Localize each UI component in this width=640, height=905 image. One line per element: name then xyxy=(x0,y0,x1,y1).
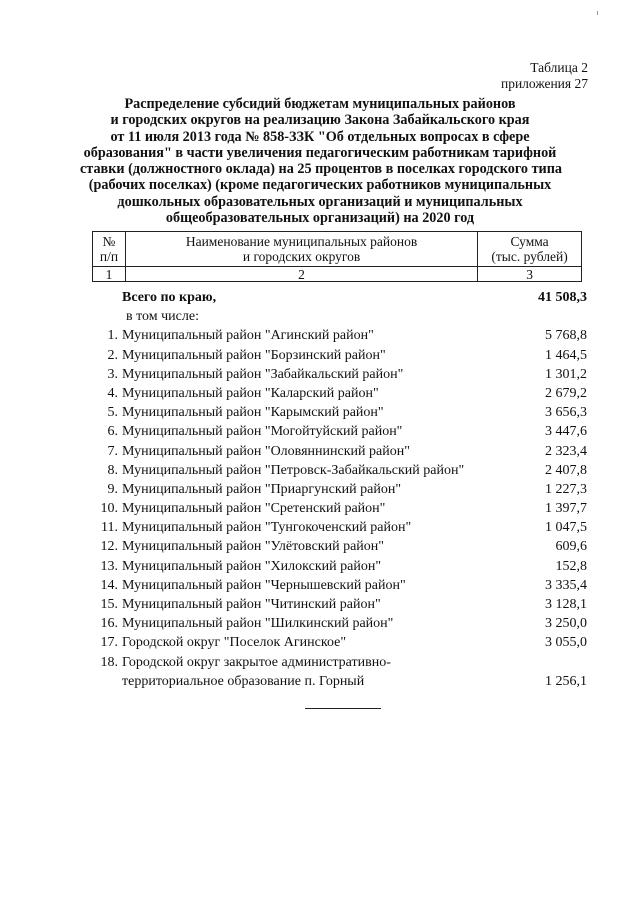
table-row xyxy=(92,595,587,614)
row-value: 3 335,4 xyxy=(545,577,587,593)
row-value: 2 323,4 xyxy=(545,443,587,459)
row-number: 8. xyxy=(107,462,118,478)
header-num-line2: п/п xyxy=(99,249,119,264)
table-row xyxy=(92,403,587,422)
column-number: 2 xyxy=(125,267,477,282)
row-number: 9. xyxy=(107,481,118,497)
row-name: Муниципальный район "Шилкинский район" xyxy=(122,616,394,632)
title-line: и городских округов на реализацию Закона Забайкальского края xyxy=(110,112,530,129)
table-row xyxy=(92,614,587,633)
row-number: 10. xyxy=(100,501,118,517)
row-number: 4. xyxy=(107,385,118,401)
table-row xyxy=(92,384,587,403)
row-name xyxy=(122,653,391,691)
row-name: Муниципальный район "Приаргунский район" xyxy=(122,481,402,497)
table-row xyxy=(92,365,587,384)
table-row xyxy=(92,557,587,576)
row-name-line2: территориальное образование п. Горный xyxy=(122,673,365,689)
row-number: 12. xyxy=(100,539,118,555)
header-sum-cell xyxy=(478,232,582,267)
closing-rule xyxy=(305,708,381,709)
row-value: 1 256,1 xyxy=(545,673,587,689)
column-number: 1 xyxy=(93,267,126,282)
scan-mark xyxy=(597,11,598,15)
row-value: 2 407,8 xyxy=(545,462,587,478)
row-name: Муниципальный район "Тунгокоченский район" xyxy=(122,520,412,536)
total-label: Всего по краю, xyxy=(122,290,217,305)
subheading-row xyxy=(92,307,587,326)
title-line: общеобразовательных организаций) на 2020 год xyxy=(165,210,475,227)
title-line: (рабочих поселках) (кроме педагогических работников муниципальных xyxy=(88,177,552,194)
table-row xyxy=(92,633,587,652)
header-sum-line1: Сумма xyxy=(510,234,549,249)
table-row xyxy=(92,326,587,345)
header-row xyxy=(93,232,582,267)
row-number: 3. xyxy=(107,366,118,382)
header-num-cell xyxy=(93,232,126,267)
row-value: 3 447,6 xyxy=(545,424,587,440)
row-name-line1: Городской округ закрытое административно- xyxy=(122,654,391,670)
document-title xyxy=(80,96,560,226)
table-row xyxy=(92,480,587,499)
table-row xyxy=(92,422,587,441)
row-name: Муниципальный район "Читинский район" xyxy=(122,597,381,612)
title-line: Распределение субсидий бюджетам муниципальных районов xyxy=(124,96,516,112)
row-number: 1. xyxy=(107,328,118,344)
row-name: Муниципальный район "Могойтуйский район" xyxy=(122,424,403,440)
total-value: 41 508,3 xyxy=(538,290,587,305)
title-line: от 11 июля 2013 года № 858-ЗЗК "Об отдельных вопросах в сфере xyxy=(110,128,530,145)
row-value: 152,8 xyxy=(555,558,587,574)
row-name: Муниципальный район "Оловяннинский район" xyxy=(122,443,410,459)
appendix-number: приложения 27 xyxy=(500,76,588,91)
table-row xyxy=(92,653,587,691)
row-number: 6. xyxy=(107,424,118,440)
row-number: 18. xyxy=(100,654,118,670)
row-value: 1 464,5 xyxy=(545,347,587,363)
table-row xyxy=(92,499,587,518)
row-value: 5 768,8 xyxy=(545,328,587,344)
row-name: Муниципальный район "Карымский район" xyxy=(122,405,384,421)
row-name: Муниципальный район "Агинский район" xyxy=(122,328,374,344)
row-value: 2 679,2 xyxy=(545,385,587,401)
column-number: 3 xyxy=(478,267,582,282)
header-name-line1: Наименование муниципальных районов xyxy=(185,234,418,249)
title-line: образования" в части увеличения педагогическим работникам тарифной xyxy=(83,144,557,161)
table-reference xyxy=(448,60,588,92)
row-number: 17. xyxy=(100,635,118,651)
table-row xyxy=(92,461,587,480)
header-name-cell xyxy=(125,232,477,267)
table-row xyxy=(92,518,587,537)
row-number: 13. xyxy=(100,558,118,574)
row-name: Муниципальный район "Забайкальский район" xyxy=(122,366,404,382)
header-num-line1: № xyxy=(102,234,116,249)
row-number: 14. xyxy=(100,577,118,593)
table-row xyxy=(92,442,587,461)
row-number: 11. xyxy=(101,520,118,536)
table-number: Таблица 2 xyxy=(530,60,588,75)
table-row xyxy=(92,576,587,595)
row-number: 5. xyxy=(107,405,118,421)
row-value: 609,6 xyxy=(555,539,587,555)
title-line: дошкольных образовательных организаций и муниципальных xyxy=(117,193,523,210)
title-line: ставки (должностного оклада) на 25 процентов в поселках городского типа xyxy=(80,161,562,178)
row-value: 1 047,5 xyxy=(545,520,587,536)
total-row xyxy=(92,288,587,307)
row-value: 3 055,0 xyxy=(545,635,587,651)
row-number: 7. xyxy=(107,443,118,459)
row-name: Муниципальный район "Сретенский район" xyxy=(122,501,386,517)
row-value: 1 397,7 xyxy=(545,501,587,517)
table-row xyxy=(92,537,587,556)
table-header xyxy=(92,231,582,282)
row-name: Муниципальный район "Борзинский район" xyxy=(122,347,386,363)
row-name: Городской округ "Поселок Агинское" xyxy=(122,635,347,651)
row-name: Муниципальный район "Чернышевский район" xyxy=(122,577,406,593)
row-name: Муниципальный район "Каларский район" xyxy=(122,385,379,401)
row-value: 3 128,1 xyxy=(545,597,587,612)
row-name: Муниципальный район "Петровск-Забайкальский район" xyxy=(122,462,465,478)
table-row xyxy=(92,346,587,365)
column-number-row xyxy=(93,267,582,282)
row-name: Муниципальный район "Хилокский район" xyxy=(122,558,382,574)
header-name-line2: и городских округов xyxy=(242,249,361,264)
header-sum-line2: (тыс. рублей) xyxy=(491,249,568,264)
row-number: 16. xyxy=(100,616,118,632)
row-value: 1 227,3 xyxy=(545,481,587,497)
table-body xyxy=(92,288,587,691)
row-value: 3 656,3 xyxy=(545,405,587,421)
row-value: 1 301,2 xyxy=(545,366,587,382)
subheading-label: в том числе: xyxy=(126,309,199,325)
row-number: 15. xyxy=(100,597,118,612)
row-name: Муниципальный район "Улётовский район" xyxy=(122,539,384,555)
row-number: 2. xyxy=(107,347,118,363)
row-value: 3 250,0 xyxy=(545,616,587,632)
